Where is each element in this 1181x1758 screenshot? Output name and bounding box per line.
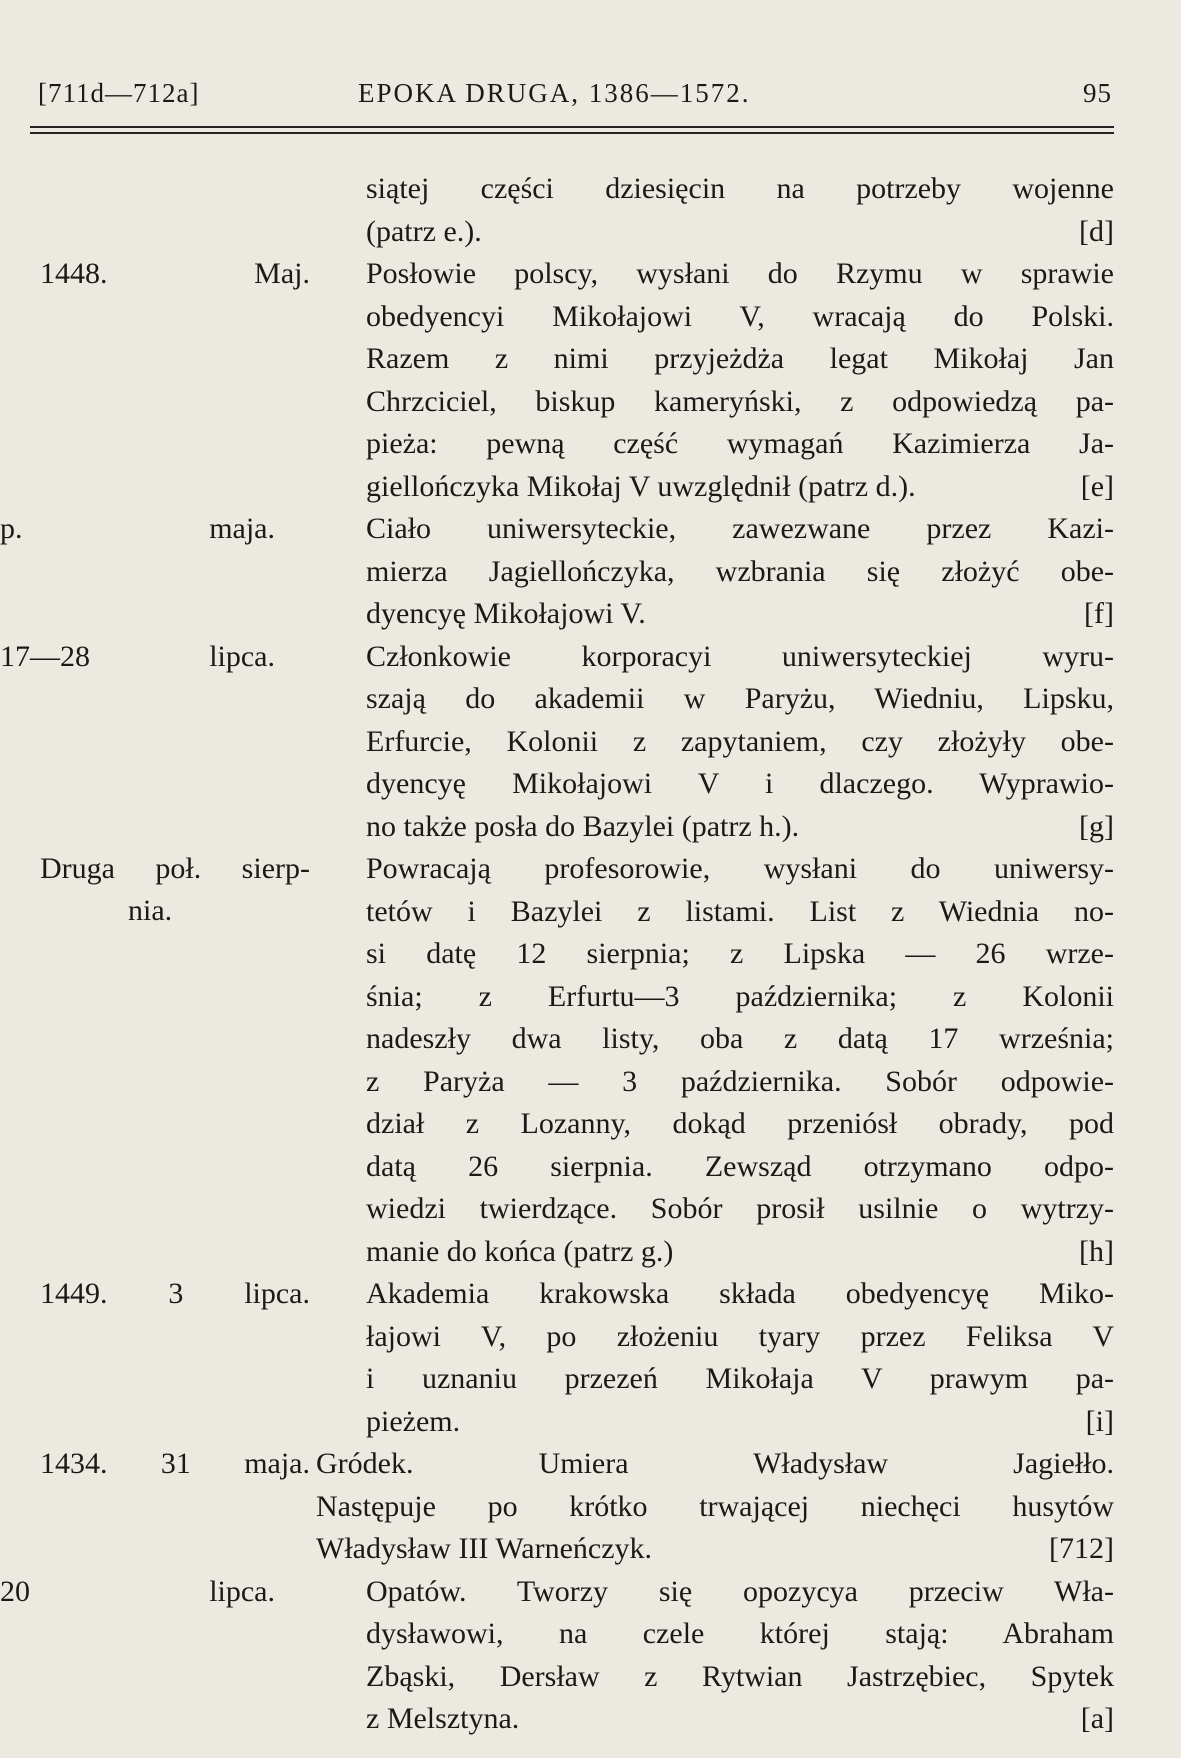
source-reference: [g] bbox=[1079, 809, 1114, 843]
entry-text-line: pieża: pewną część wymagań Kazimierza Ja- bbox=[366, 427, 1114, 460]
entry-date-line: 1434. 31 maja. bbox=[40, 1447, 310, 1480]
entry-text bbox=[366, 168, 1114, 253]
entry-date bbox=[40, 1273, 310, 1315]
page-number: 95 bbox=[1083, 78, 1112, 108]
source-reference: [a] bbox=[1080, 1702, 1114, 1735]
entry-text-line: dyencyę Mikołajowi V. bbox=[366, 597, 646, 630]
entry-text-line: Razem z nimi przyjeżdża legat Mikołaj Jan bbox=[366, 342, 1114, 375]
entry-text-line: i uznaniu przezeń Mikołaja V prawym pa- bbox=[366, 1362, 1114, 1395]
entry-text bbox=[366, 508, 1114, 636]
header-rule-bottom bbox=[30, 132, 1114, 134]
running-title: EPOKA DRUGA, 1386—1572. bbox=[358, 78, 751, 108]
entry-text-line: szają do akademii w Paryżu, Wiedniu, Lipsku, bbox=[366, 682, 1114, 715]
entry-text-line: Posłowie polscy, wysłani do Rzymu w sprawie bbox=[366, 257, 1114, 290]
entry-text-line: si datę 12 sierpnia; z Lipska — 26 wrze- bbox=[366, 937, 1114, 970]
entry-last-line bbox=[366, 593, 1114, 636]
entry-date-line: 1449. 3 lipca. bbox=[40, 1277, 310, 1310]
section-range: [711d—712a] bbox=[38, 78, 200, 108]
entry-text-line: z Paryża — 3 października. Sobór odpowie- bbox=[366, 1064, 1114, 1098]
entry-date-line: nia. bbox=[128, 894, 173, 927]
chronicle-entry bbox=[0, 636, 1181, 849]
entry-text-line: mierza Jagiellończyka, wzbrania się złożyć obe- bbox=[366, 554, 1114, 588]
chronicle-entry bbox=[0, 168, 1181, 253]
entry-text-line: Członkowie korporacyi uniwersyteckiej wyru- bbox=[366, 639, 1114, 673]
entry-text-line: dział z Lozanny, dokąd przeniósł obrady, pod bbox=[366, 1107, 1114, 1140]
chronicle-entry bbox=[0, 1571, 1181, 1741]
entry-date bbox=[40, 1443, 310, 1485]
source-reference: [i] bbox=[1085, 1404, 1114, 1438]
entry-text bbox=[366, 253, 1114, 508]
header-rule-top bbox=[30, 126, 1114, 128]
chronicle-entry bbox=[0, 1273, 1181, 1443]
entry-date-line: 20 lipca. bbox=[0, 1574, 275, 1608]
entry-date bbox=[0, 1571, 275, 1613]
chronicle-entries bbox=[0, 168, 1181, 1741]
entry-date-line: p. maja. bbox=[0, 512, 275, 545]
entry-date bbox=[0, 636, 275, 678]
running-header bbox=[38, 78, 1112, 118]
entry-text-line: wiedzi twierdzące. Sobór prosił usilnie o wytrzy- bbox=[366, 1192, 1114, 1225]
entry-last-line bbox=[366, 1401, 1114, 1444]
chronicle-entry bbox=[0, 253, 1181, 508]
entry-text bbox=[366, 848, 1114, 1273]
source-reference: [e] bbox=[1080, 469, 1114, 503]
entry-last-line bbox=[316, 1528, 1114, 1571]
entry-text-line: Zbąski, Dersław z Rytwian Jastrzębiec, Spytek bbox=[366, 1659, 1114, 1693]
entry-text-line: tetów i Bazylei z listami. List z Wiednia no- bbox=[366, 894, 1114, 928]
entry-date bbox=[40, 253, 310, 295]
entry-date-line: 1448. Maj. bbox=[40, 257, 310, 290]
source-reference: [h] bbox=[1079, 1234, 1114, 1268]
entry-text-line: łajowi V, po złożeniu tyary przez Feliksa V bbox=[366, 1319, 1114, 1353]
entry-date bbox=[0, 508, 275, 550]
entry-text bbox=[316, 1443, 1114, 1571]
entry-text-line: Chrzciciel, biskup kameryński, z odpowiedzą pa- bbox=[366, 384, 1114, 418]
entry-last-line bbox=[366, 1231, 1114, 1274]
entry-text-line: giellończyka Mikołaj V uwzględnił (patrz d.). bbox=[366, 469, 916, 503]
entry-text-line: dyencyę Mikołajowi V i dlaczego. Wyprawio- bbox=[366, 767, 1114, 800]
entry-text-line: Powracają profesorowie, wysłani do uniwersy- bbox=[366, 852, 1114, 885]
entry-last-line bbox=[366, 466, 1114, 509]
entry-date-line: 17—28 lipca. bbox=[0, 639, 275, 673]
entry-text-line: Akademia krakowska składa obedyencyę Miko- bbox=[366, 1277, 1114, 1310]
source-reference: [d] bbox=[1079, 214, 1114, 248]
entry-text-line: dysławowi, na czele której stają: Abraham bbox=[366, 1617, 1114, 1650]
entry-text-line: datą 26 sierpnia. Zewsząd otrzymano odpo- bbox=[366, 1149, 1114, 1183]
entry-text-line: Następuje po krótko trwającej niechęci husytów bbox=[316, 1489, 1114, 1523]
entry-text bbox=[366, 1571, 1114, 1741]
entry-last-line bbox=[366, 806, 1114, 849]
entry-text-line: siątej części dziesięcin na potrzeby wojenne bbox=[366, 172, 1114, 205]
entry-text-line: Erfurcie, Kolonii z zapytaniem, czy złożyły obe- bbox=[366, 724, 1114, 758]
chronicle-entry bbox=[0, 1443, 1181, 1571]
entry-text-line: nadeszły dwa listy, oba z datą 17 września; bbox=[366, 1022, 1114, 1055]
entry-text-line: z Melsztyna. bbox=[366, 1702, 520, 1735]
entry-text-line: obedyencyi Mikołajowi V, wracają do Polski. bbox=[366, 299, 1114, 333]
entry-text-line: śnia; z Erfurtu—3 października; z Kolonii bbox=[366, 979, 1114, 1013]
entry-last-line bbox=[366, 211, 1114, 254]
entry-date bbox=[40, 848, 310, 932]
entry-text-line: Ciało uniwersyteckie, zawezwane przez Kazi- bbox=[366, 512, 1114, 545]
source-reference: [712] bbox=[1049, 1532, 1114, 1565]
entry-text-line: Gródek. Umiera Władysław Jagiełło. bbox=[316, 1447, 1114, 1480]
entry-text-line: Opatów. Tworzy się opozycya przeciw Wła- bbox=[366, 1574, 1114, 1608]
entry-text-line: Władysław III Warneńczyk. bbox=[316, 1532, 653, 1565]
chronicle-entry bbox=[0, 508, 1181, 636]
entry-text-line: pieżem. bbox=[366, 1404, 461, 1438]
chronicle-entry bbox=[0, 848, 1181, 1273]
entry-text-line: (patrz e.). bbox=[366, 214, 482, 248]
source-reference: [f] bbox=[1084, 597, 1114, 630]
entry-text bbox=[366, 1273, 1114, 1443]
entry-text-line: manie do końca (patrz g.) bbox=[366, 1234, 674, 1268]
entry-date-line: Druga poł. sierp- bbox=[40, 852, 310, 885]
entry-text-line: no także posła do Bazylei (patrz h.). bbox=[366, 809, 800, 843]
entry-text bbox=[366, 636, 1114, 849]
entry-last-line bbox=[366, 1698, 1114, 1741]
